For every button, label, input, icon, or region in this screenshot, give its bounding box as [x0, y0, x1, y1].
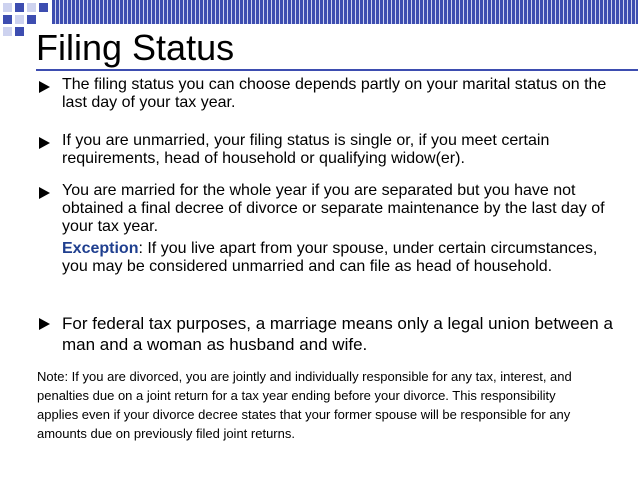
corner-square: [27, 3, 36, 12]
bullet-arrow-icon: [39, 187, 50, 199]
slide-title: Filing Status: [36, 27, 235, 68]
corner-square: [39, 3, 48, 12]
bullet-item: [39, 313, 629, 355]
corner-square: [3, 27, 12, 36]
bullet-text: The filing status you can choose depends partly on your marital status on the last day of your tax year.: [62, 76, 607, 111]
bullet-item: [39, 76, 629, 112]
corner-square: [3, 15, 12, 24]
corner-square: [27, 15, 36, 24]
bullet-text: For federal tax purposes, a marriage means only a legal union between a man and a woman as husband and wife.: [62, 314, 613, 354]
corner-square: [15, 27, 24, 36]
exception-label: Exception: [62, 240, 139, 257]
exception-text: : If you live apart from your spouse, under certain circumstances, you may be considered unmarried and can file as head of household.: [62, 240, 598, 275]
corner-square: [3, 3, 12, 12]
bullet-arrow-icon: [39, 137, 50, 149]
note-paragraph: Note: If you are divorced, you are jointly and individually responsible for any tax, interest, and penalties due on a joint return for a tax year ending before your divorce. This responsibility applies even if your divorce decree states that your former spouse will be responsible for any amounts due on previously filed joint returns.: [37, 369, 572, 441]
title-underline: [36, 69, 638, 71]
corner-square: [15, 15, 24, 24]
bullet-text: If you are unmarried, your filing status is single or, if you meet certain requirements, head of household or qualifying widow(er).: [62, 132, 550, 167]
corner-square: [15, 3, 24, 12]
exception-paragraph: [62, 240, 622, 276]
top-decorative-band: [0, 0, 638, 24]
bullet-text: You are married for the whole year if you are separated but you have not obtained a final decree of divorce or separate maintenance by the last day of your tax year.: [62, 182, 605, 235]
bullet-item: [39, 182, 629, 236]
bullet-arrow-icon: [39, 81, 50, 93]
bullet-arrow-icon: [39, 318, 50, 330]
bullet-item: [39, 132, 629, 168]
